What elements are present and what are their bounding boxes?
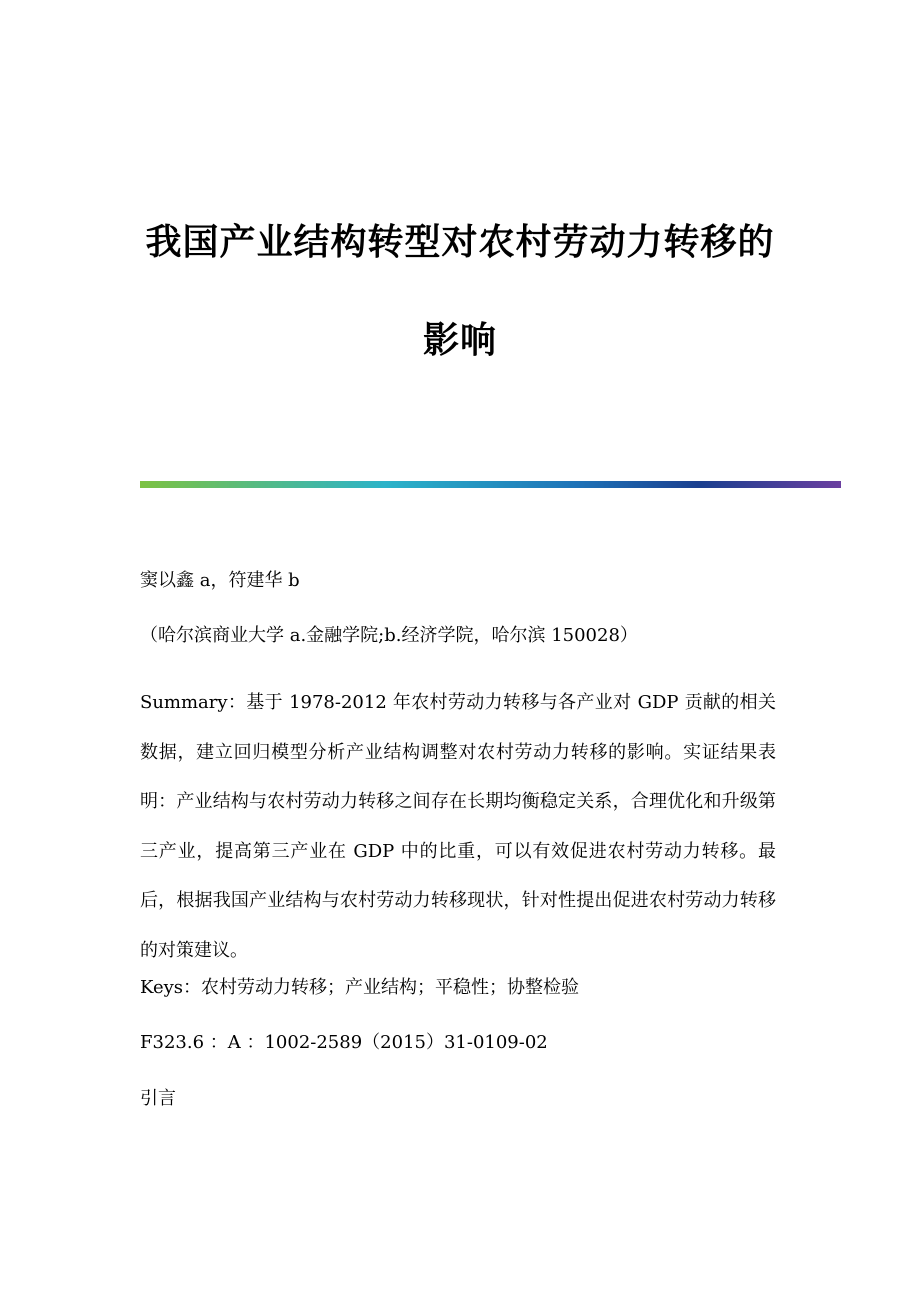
affiliation: （哈尔滨商业大学 a.金融学院;b.经济学院，哈尔滨 150028） [140,625,638,646]
paper-title-line-1: 我国产业结构转型对农村劳动力转移的 [145,222,775,263]
authors: 窦以鑫 a，符建华 b [140,570,300,591]
paper-title-line-2: 影响 [422,320,497,361]
keywords: Keys：农村劳动力转移；产业结构；平稳性；协整检验 [140,977,580,998]
gradient-divider [140,481,841,488]
section-heading-introduction: 引言 [140,1088,176,1109]
classification-codes: F323.6 ：A ：1002-2589（2015）31-0109-02 [140,1032,548,1053]
summary-paragraph: Summary：基于 1978-2012 年农村劳动力转移与各产业对 GDP 贡献的相关数据，建立回归模型分析产业结构调整对农村劳动力转移的影响。实证结果表明：产业结构与农村劳动力转移之间存在长期均衡稳定关系，合理优化和升级第三产业，提高第三产业在 GDP 中的比重，可以有效促进农村劳动力转移。最后，根据我国产业结构与农村劳动力转移现状，针对性提出促进农村劳动力转移的对策建议。 [140,692,776,961]
